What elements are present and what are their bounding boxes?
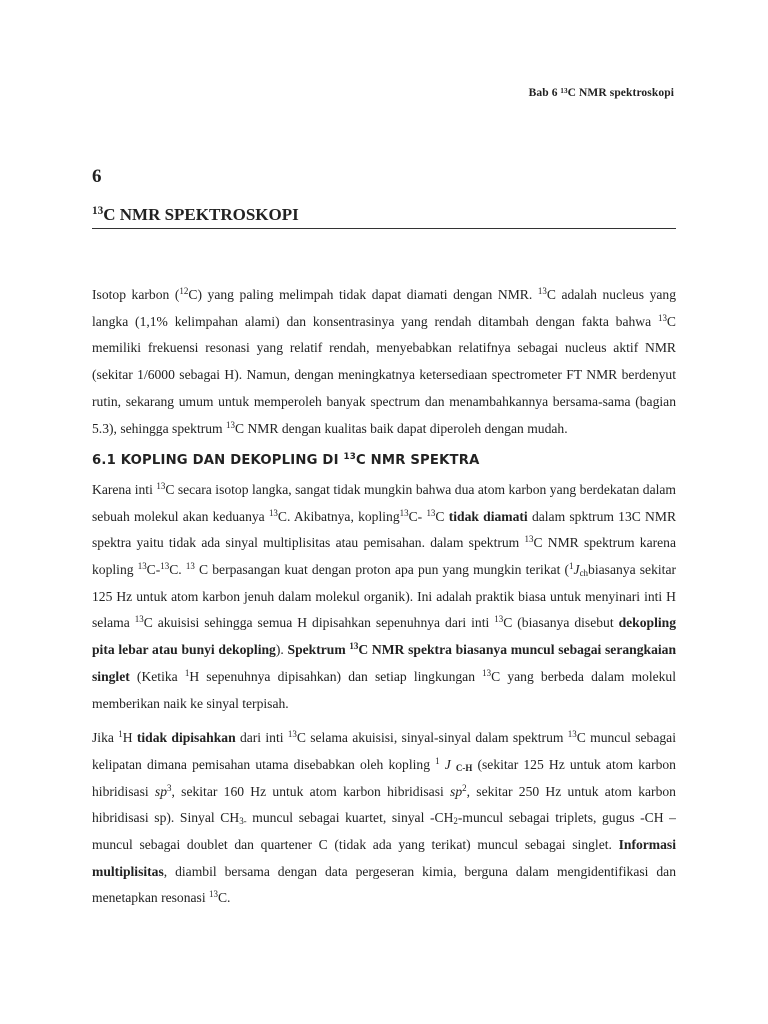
text: Jika <box>92 730 119 746</box>
text: C NMR spektra biasanya muncul sebagai serangkaian singlet <box>92 642 677 684</box>
text: , sekitar 250 Hz untuk atom karbon hibridisasi sp). Sinyal CH <box>92 783 676 826</box>
bold-text: Informasi multiplisitas <box>92 837 676 879</box>
text: dari inti <box>235 730 288 746</box>
bold-text: dekopling pita lebar atau bunyi dekopling <box>92 615 676 658</box>
text: (Ketika <box>129 668 185 684</box>
text: , diambil bersama dengan data pergeseran kimia, berguna dalam mengidentifikasi dan menetapkan resonasi <box>92 863 676 906</box>
text: C NMR spektrum karena kopling <box>92 535 677 578</box>
running-header: Bab 6 ¹³C NMR spektroskopi <box>528 87 674 99</box>
body-text <box>92 282 676 912</box>
text: C. <box>169 562 186 578</box>
text: C memiliki frekuensi resonasi yang relatif rendah, menyebabkan relatifnya sebagai nucleus aktif NMR (sekitar 1/6000 sebagai H). Namun, dengan meningkatnya ketersediaan spectrometer FT NMR berdenyut rutin, sekarang umum untuk memperoleh banyak spectrum dan menambahkannya bersama-sama (bagian 5.3), sehingga spektrum <box>92 313 676 436</box>
text: H <box>122 730 137 746</box>
chapter-number: 6 <box>92 166 102 187</box>
subscript: 3- <box>239 816 247 827</box>
text: biasanya sekitar 125 Hz untuk atom karbon jenuh dalam molekul organik). Ini adalah praktik biasa untuk menyinari inti H selama <box>92 562 677 631</box>
superscript: 13 <box>482 667 492 678</box>
superscript: 13 <box>399 507 409 518</box>
superscript: 13 <box>268 507 278 518</box>
text: C <box>435 508 449 524</box>
section-heading <box>92 448 676 475</box>
italic-text: J <box>444 756 451 772</box>
section-heading-text: C NMR SPEKTRA <box>355 453 480 469</box>
chapter-title <box>92 205 299 225</box>
superscript: 13 <box>426 507 436 518</box>
bold-text: tidak dipisahkan <box>136 730 236 746</box>
text: Spektrum <box>287 642 350 658</box>
text: C adalah nucleus yang langka (1,1% kelimpahan alami) dan konsentrasinya yang rendah ditambah dengan fakta bahwa <box>92 287 676 329</box>
superscript: 1 <box>118 729 123 740</box>
text: muncul sebagai kuartet, sinyal -CH <box>246 810 454 826</box>
superscript: 13 <box>92 204 104 217</box>
text: C. <box>217 890 231 906</box>
chapter-title-text: C NMR SPEKTROSKOPI <box>103 205 299 224</box>
superscript: 13 <box>137 561 147 572</box>
bold-text: tidak diamati <box>448 508 528 524</box>
superscript: 13 <box>343 452 356 463</box>
superscript: 1 <box>569 561 574 572</box>
text: , sekitar 160 Hz untuk atom karbon hibridisasi <box>171 783 451 799</box>
text: C. Akibatnya, kopling <box>277 508 400 524</box>
text: C selama akuisisi, sinyal-sinyal dalam spektrum <box>296 730 568 746</box>
text: Karena inti <box>92 481 157 497</box>
italic-text: J <box>573 562 580 578</box>
subscript: 2 <box>453 816 458 827</box>
italic-text: sp <box>154 783 167 799</box>
subscript: C-H <box>455 763 473 774</box>
superscript: 13 <box>287 729 297 740</box>
paragraph-intro <box>92 282 676 442</box>
superscript: 13 <box>134 614 144 625</box>
superscript: 13 <box>657 312 667 323</box>
superscript: 13 <box>524 534 534 545</box>
text: C akuisisi sehingga semua H dipisahkan sepenuhnya dari inti <box>143 615 495 631</box>
text: C- <box>408 508 427 524</box>
text: C muncul sebagai kelipatan dimana pemisahan utama disebabkan oleh kopling <box>92 730 676 772</box>
superscript: 13 <box>537 286 547 297</box>
superscript: 13 <box>349 641 359 652</box>
superscript: 13 <box>567 729 577 740</box>
superscript: 13 <box>209 889 218 900</box>
text: ). <box>275 642 288 658</box>
section-heading-text: 6.1 KOPLING DAN DEKOPLING DI <box>92 453 344 469</box>
text: H sepenuhnya dipisahkan) dan setiap lingkungan <box>189 668 483 684</box>
title-underline <box>92 228 676 229</box>
superscript: 2 <box>462 782 467 793</box>
superscript: 13 <box>156 481 166 491</box>
text: -muncul sebagai triplets, gugus -CH –muncul sebagai doublet dan quartener C (tidak ada yang terikat) muncul sebagai singlet. <box>92 810 676 853</box>
text: C) yang paling melimpah tidak dapat diamati dengan NMR. <box>188 287 538 302</box>
superscript: 13 <box>185 561 195 572</box>
italic-text: sp <box>450 783 463 799</box>
text: C (biasanya disebut <box>503 615 619 631</box>
subscript: ch <box>579 568 589 579</box>
paragraph-coupling <box>92 477 676 717</box>
superscript: 13 <box>494 614 504 625</box>
superscript: 1 <box>435 756 440 767</box>
superscript: 1 <box>184 667 190 678</box>
superscript: 13 <box>226 419 235 430</box>
superscript: 13 <box>160 561 170 572</box>
text: C NMR dengan kualitas baik dapat diperoleh dengan mudah. <box>235 420 568 436</box>
text: C- <box>146 562 161 578</box>
text: (sekitar 125 Hz untuk atom karbon hibridisasi <box>92 756 676 799</box>
text: C berpasangan kuat dengan proton apa pun yang mungkin terikat ( <box>194 562 570 578</box>
text: C yang berbeda dalam molekul memberikan naik ke sinyal terpisah. <box>92 668 677 711</box>
text: C secara isotop langka, sangat tidak mungkin bahwa dua atom karbon yang berdekatan dalam sebuah molekul akan keduanya <box>92 481 677 524</box>
superscript: 3 <box>167 782 172 793</box>
text: dalam spktrum 13C NMR spektra yaitu tidak ada sinyal multiplisitas atau pemisahan. dalam spektrum <box>92 508 677 551</box>
text: Isotop karbon ( <box>92 287 180 302</box>
superscript: 12 <box>179 286 189 297</box>
paragraph-multiplicity <box>92 725 676 912</box>
